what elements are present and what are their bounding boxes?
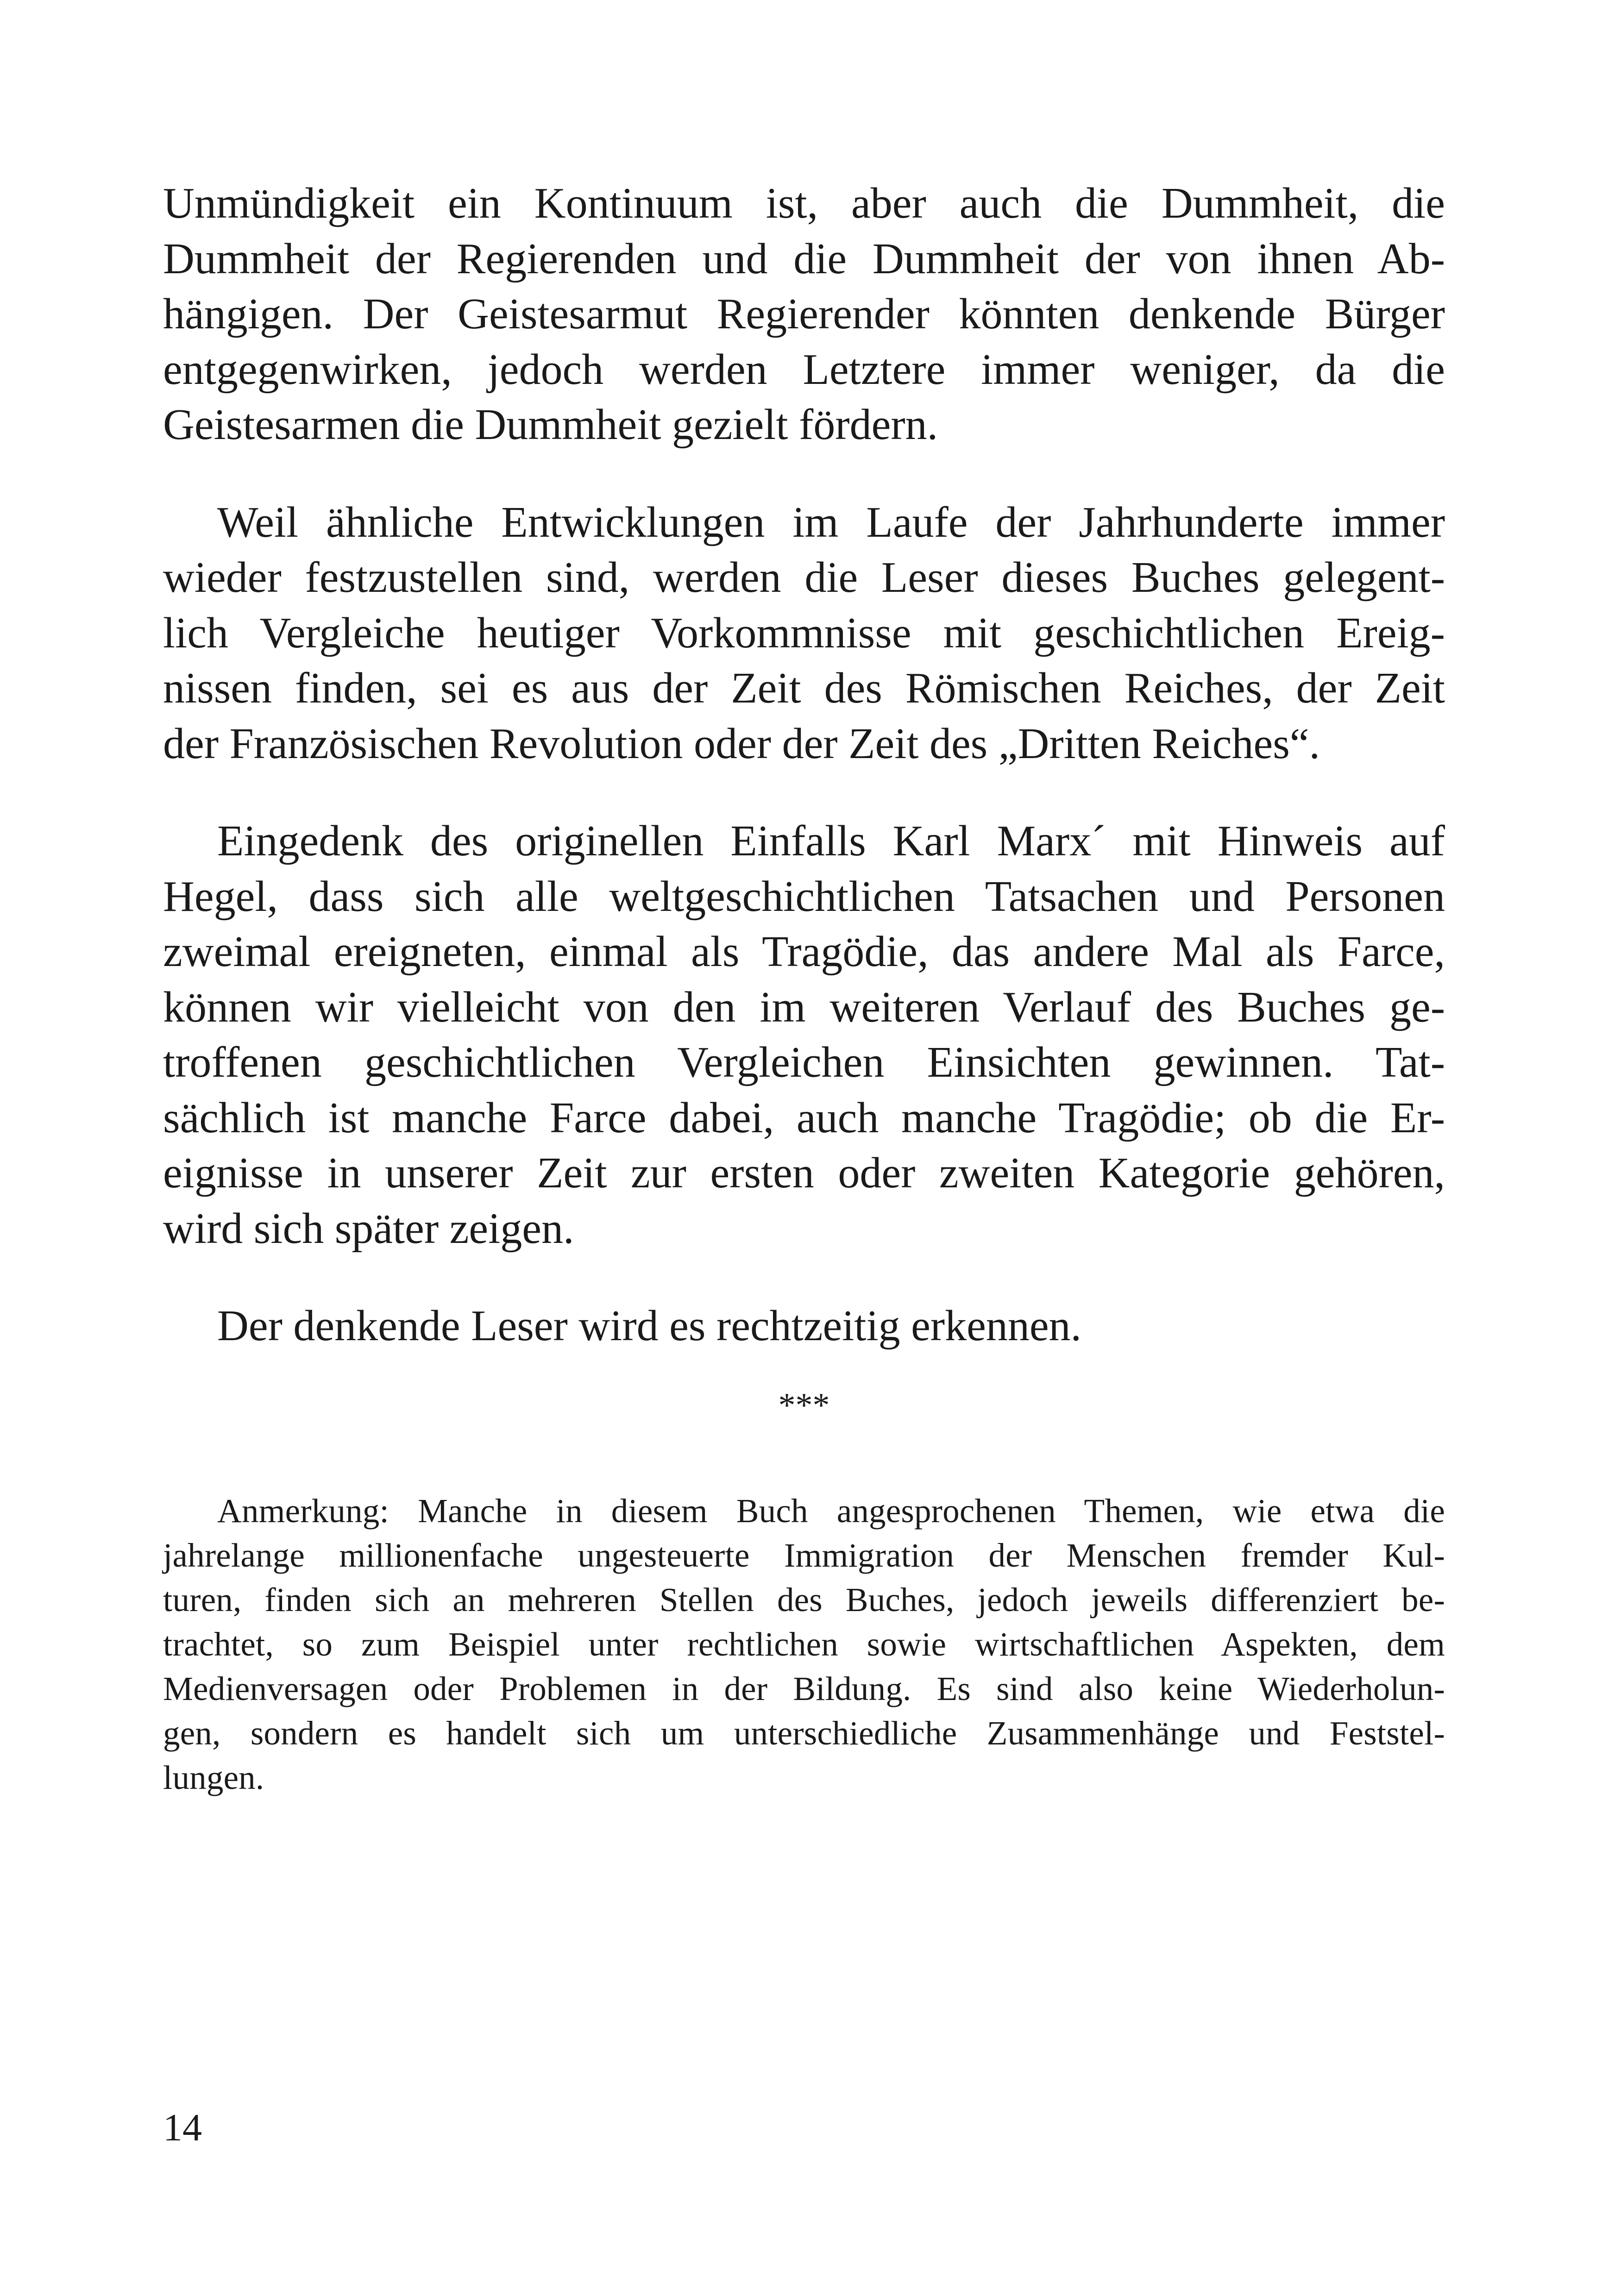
- body-paragraph: [163, 814, 1445, 1256]
- note-line: trachtet, so zum Beispiel unter rechtlichen sowie wirtschaftlichen Aspekten, dem: [163, 1625, 1445, 1663]
- text-line: nissen finden, sei es aus der Zeit des Römischen Reiches, der Zeit: [163, 664, 1445, 712]
- body-paragraph: [163, 176, 1445, 453]
- text-line: hängigen. Der Geistesarmut Regierender könnten denkende Bürger: [163, 290, 1445, 338]
- page-body: [163, 176, 1445, 1354]
- text-line: Hegel, dass sich alle weltgeschichtlichen Tatsachen und Personen: [163, 872, 1445, 921]
- text-line: lich Vergleiche heutiger Vorkommnisse mit geschichtlichen Ereig-: [163, 609, 1445, 657]
- text-line: Geistesarmen die Dummheit gezielt fördern.: [163, 401, 938, 449]
- note-line: gen, sondern es handelt sich um unterschiedliche Zusammenhänge und Feststel-: [163, 1714, 1445, 1752]
- text-line: Dummheit der Regierenden und die Dummheit der von ihnen Ab-: [163, 234, 1445, 283]
- text-line: entgegenwirken, jedoch werden Letztere immer weniger, da die: [163, 345, 1445, 394]
- text-line: wieder festzustellen sind, werden die Leser dieses Buches gelegent-: [163, 553, 1445, 602]
- text-line: Der denkende Leser wird es rechtzeitig erkennen.: [217, 1302, 1082, 1350]
- text-line: Weil ähnliche Entwicklungen im Laufe der Jahrhunderte immer: [217, 498, 1445, 546]
- text-line: wird sich später zeigen.: [163, 1204, 574, 1253]
- text-line: eignisse in unserer Zeit zur ersten oder zweiten Kategorie gehören,: [163, 1149, 1445, 1197]
- note-line: jahrelange millionenfache ungesteuerte Immigration der Menschen fremder Kul-: [163, 1537, 1445, 1574]
- note-line: Medienversagen oder Problemen in der Bildung. Es sind also keine Wiederholun-: [163, 1670, 1445, 1707]
- body-paragraph: [163, 1299, 1445, 1354]
- text-line: Unmündigkeit ein Kontinuum ist, aber auch die Dummheit, die: [163, 179, 1445, 227]
- text-line: der Französischen Revolution oder der Zeit des „Dritten Reiches“.: [163, 719, 1320, 768]
- page-number: 14: [163, 2106, 202, 2149]
- note-line: lungen.: [163, 1759, 264, 1796]
- body-paragraph: [163, 495, 1445, 772]
- note-line: turen, finden sich an mehreren Stellen des Buches, jedoch jeweils differenziert be-: [163, 1581, 1445, 1618]
- text-line: können wir vielleicht von den im weiteren Verlauf des Buches ge-: [163, 983, 1445, 1031]
- note-paragraph: [163, 1489, 1445, 1800]
- section-separator: ***: [778, 1386, 830, 1424]
- text-line: troffenen geschichtlichen Vergleichen Einsichten gewinnen. Tat-: [163, 1038, 1445, 1086]
- note-line: Anmerkung: Manche in diesem Buch angesprochenen Themen, wie etwa die: [217, 1492, 1445, 1530]
- text-line: sächlich ist manche Farce dabei, auch manche Tragödie; ob die Er-: [163, 1093, 1445, 1142]
- text-line: Eingedenk des originellen Einfalls Karl Marx´ mit Hinweis auf: [217, 817, 1445, 865]
- text-line: zweimal ereigneten, einmal als Tragödie, das andere Mal als Farce,: [163, 928, 1445, 976]
